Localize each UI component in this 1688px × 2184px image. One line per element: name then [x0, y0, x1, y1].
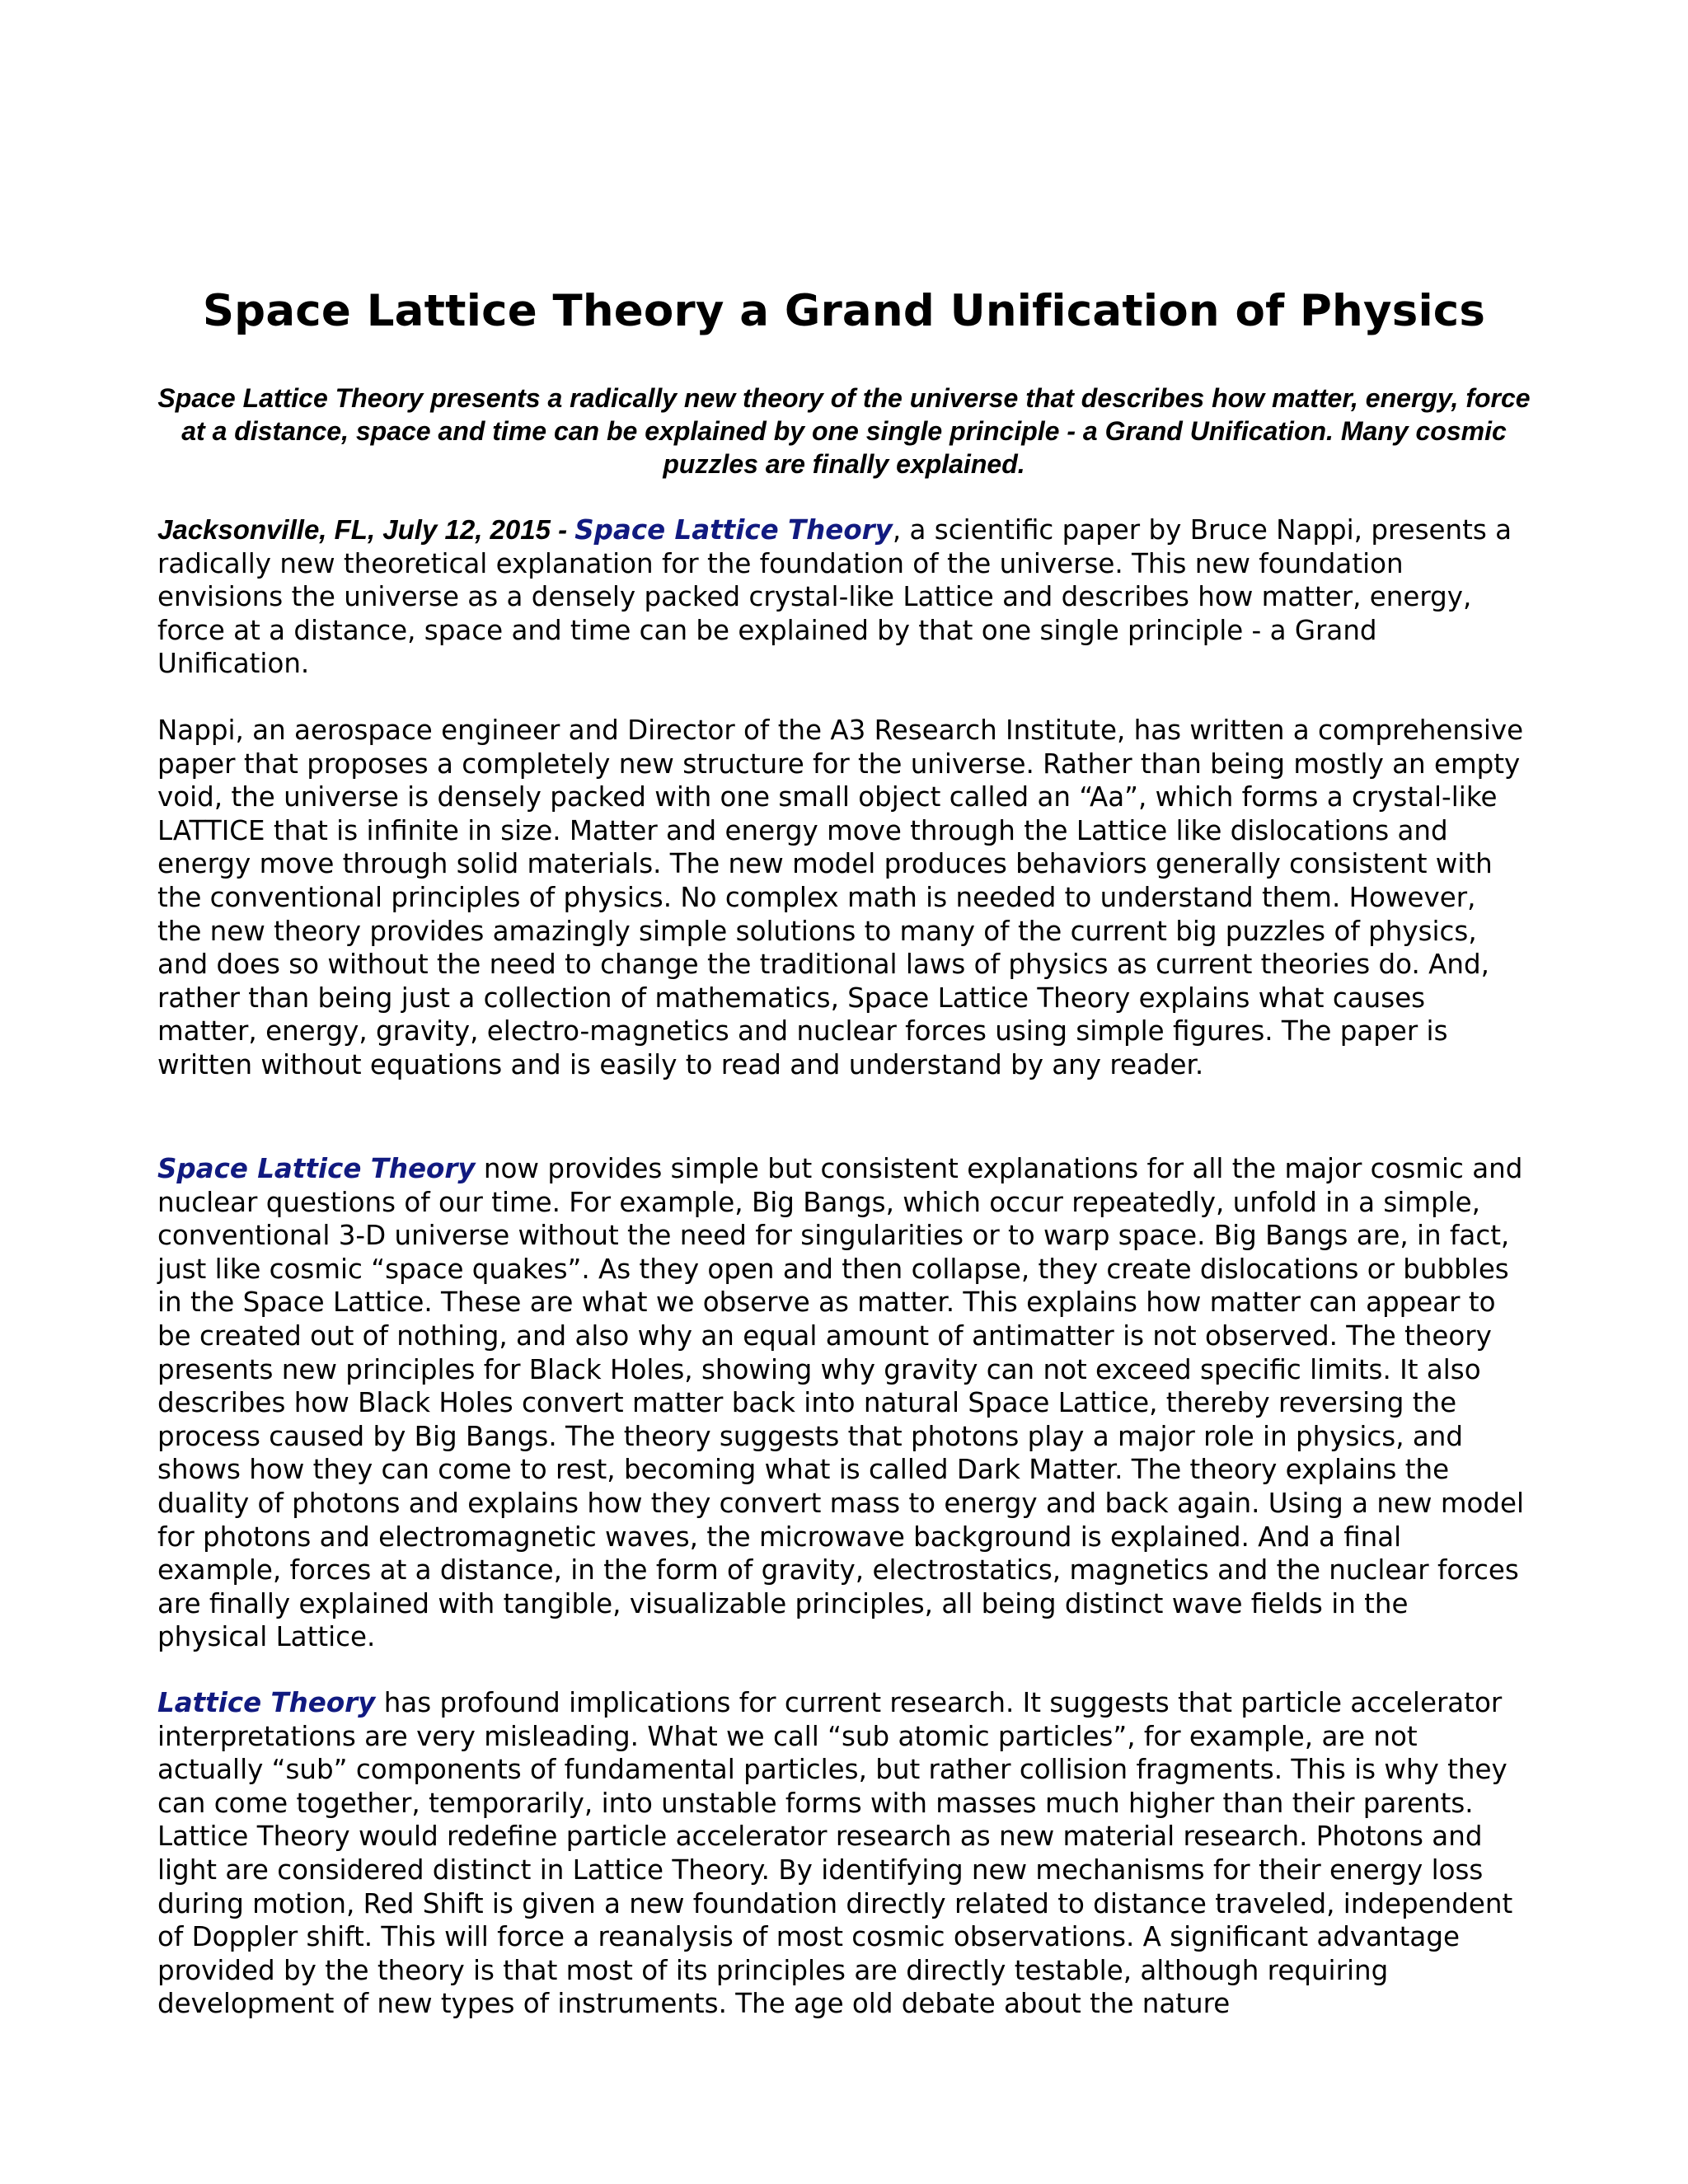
- space-lattice-theory-link[interactable]: Space Lattice Theory: [574, 514, 893, 546]
- paragraph-nappi: [157, 714, 1526, 1082]
- space-lattice-theory-link[interactable]: Space Lattice Theory: [157, 1153, 476, 1184]
- lattice-theory-link[interactable]: Lattice Theory: [157, 1687, 376, 1718]
- paragraph-explanations: [157, 1152, 1526, 1654]
- dateline: Jacksonville, FL, July 12, 2015 -: [157, 514, 575, 545]
- page-title: Space Lattice Theory a Grand Unification of Physics: [202, 286, 1486, 336]
- paragraph-text: has profound implications for current research. It suggests that particle accelerator interpretations are very misleading. What we call “sub atomic particles”, for example, are not actually “sub” components of fundamental particles, but rather collision fragments. This is why they can come together, temporarily, into unstable forms with masses much higher than their parents. Lattice Theory would redefine particle accelerator research as new material research. Photons and light are considered distinct in Lattice Theory. By identifying new mechanisms for their energy loss during motion, Red Shift is given a new foundation directly related to distance traveled, independent of Doppler shift. This will force a reanalysis of most cosmic observations. A significant advantage provided by the theory is that most of its principles are directly testable, although requiring development of new types of instruments. The age old debate about the nature: [157, 1687, 1513, 2020]
- paragraph-text: Nappi, an aerospace engineer and Director of the A3 Research Institute, has written a comprehensive paper that proposes a completely new structure for the universe. Rather than being mostly an empty void, the universe is densely packed with one small object called an “Aa”, which forms a crystal-like LATTICE that is infinite in size. Matter and energy move through the Lattice like dislocations and energy move through solid materials. The new model produces behaviors generally consistent with the conventional principles of physics. No complex math is needed to understand them. However, the new theory provides amazingly simple solutions to many of the current big puzzles of physics, and does so without the need to change the traditional laws of physics as current theories do. And, rather than being just a collection of mathematics, Space Lattice Theory explains what causes matter, energy, gravity, electro-magnetics and nuclear forces using simple figures. The paper is written without equations and is easily to read and understand by any reader.: [157, 715, 1524, 1080]
- paragraph-intro: [157, 513, 1526, 681]
- paragraph-implications: [157, 1686, 1526, 2021]
- summary-subtitle: Space Lattice Theory presents a radically new theory of the universe that describes how matter, energy, force at a distance, space and time can be explained by one single principle - a Grand Unification. Many cosmic puzzles are finally explained.: [157, 383, 1531, 479]
- paragraph-text: now provides simple but consistent explanations for all the major cosmic and nuclear questions of our time. For example, Big Bangs, which occur repeatedly, unfold in a simple, conventional 3-D universe without the need for singularities or to warp space. Big Bangs are, in fact, just like cosmic “space quakes”. As they open and then collapse, they create dislocations or bubbles in the Space Lattice. These are what we observe as matter. This explains how matter can appear to be created out of nothing, and also why an equal amount of antimatter is not observed. The theory presents new principles for Black Holes, showing why gravity can not exceed specific limits. It also describes how Black Holes convert matter back into natural Space Lattice, thereby reversing the process caused by Big Bangs. The theory suggests that photons play a major role in physics, and shows how they can come to rest, becoming what is called Dark Matter. The theory explains the duality of photons and explains how they convert mass to energy and back again. Using a new model for photons and electromagnetic waves, the microwave background is explained. And a final example, forces at a distance, in the form of gravity, electrostatics, magnetics and the nuclear forces are finally explained with tangible, visualizable principles, all being distinct wave fields in the physical Lattice.: [157, 1153, 1525, 1653]
- paragraph-text: , a scientific paper by Bruce Nappi, presents a radically new theoretical explanation for the foundation of the universe. This new foundation envisions the universe as a densely packed crystal-like Lattice and describes how matter, energy, force at a distance, space and time can be explained by that one single principle - a Grand Unification.: [157, 514, 1512, 680]
